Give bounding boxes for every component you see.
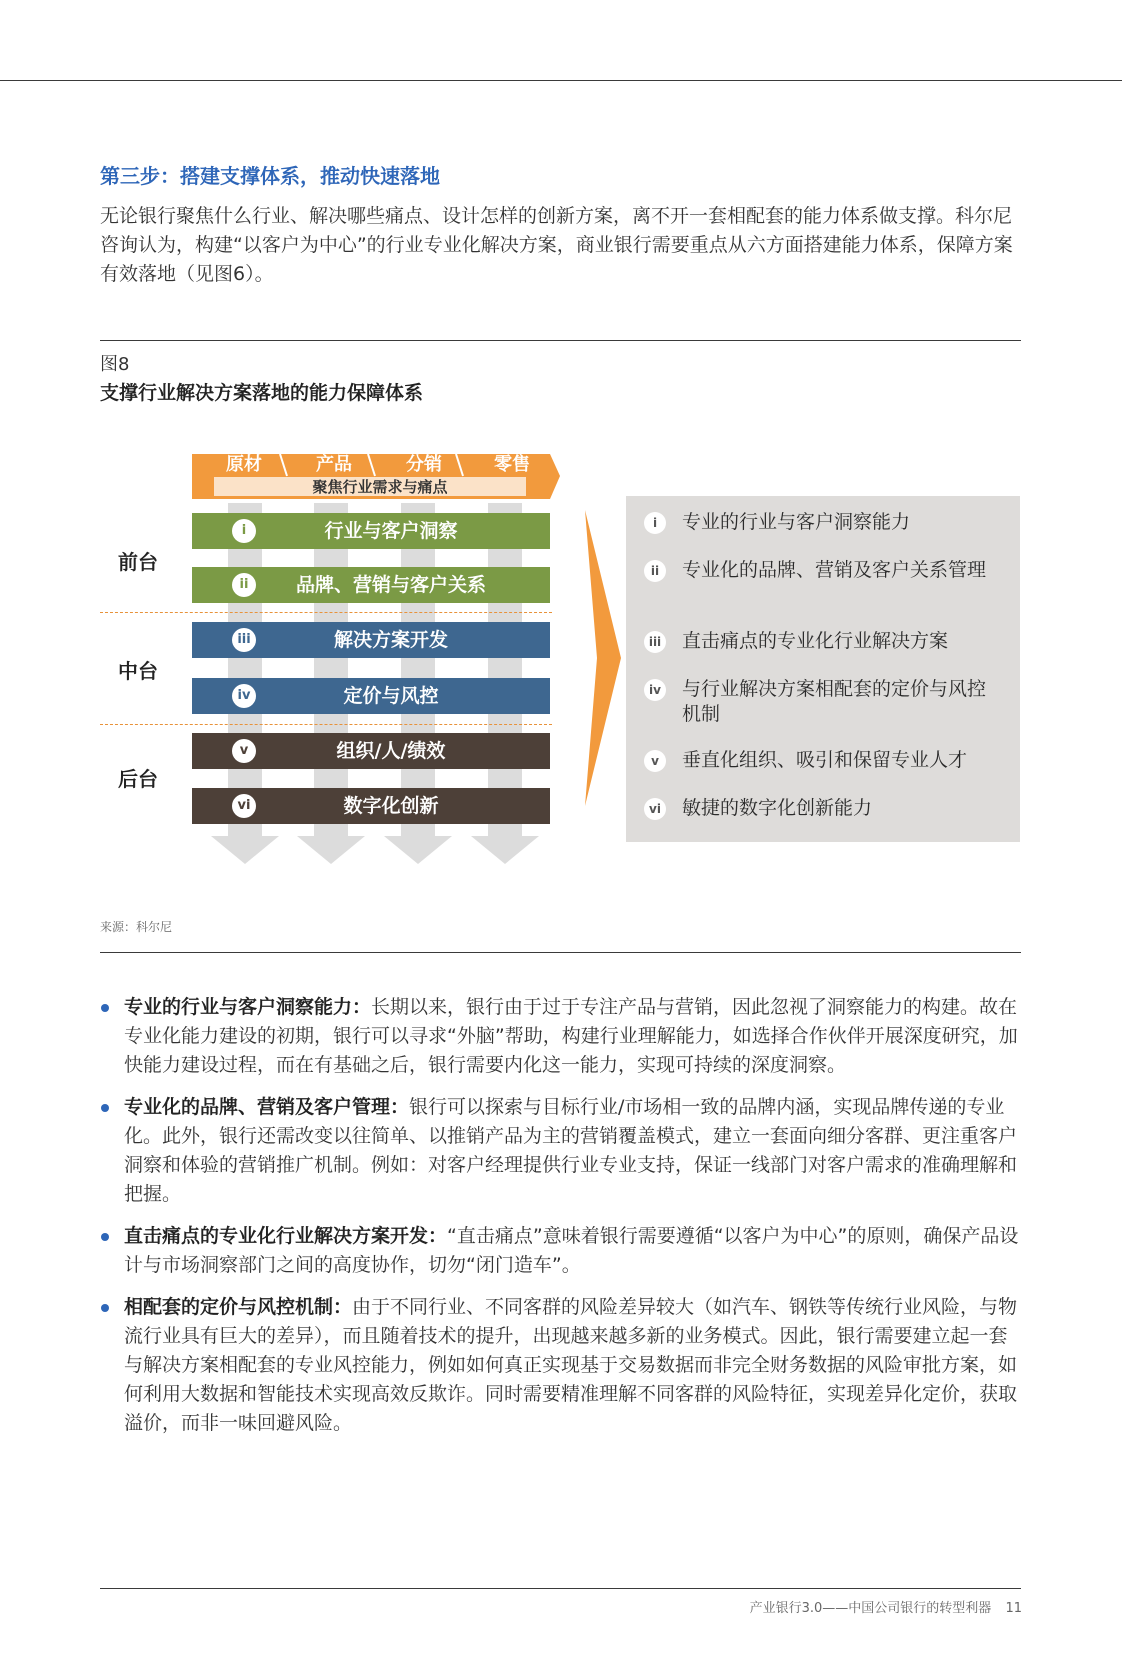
bullet-icon <box>101 1304 109 1312</box>
footer-rule <box>100 1588 1021 1589</box>
figure-number: 图8 <box>100 354 130 375</box>
list-item <box>100 1222 1021 1280</box>
roman-numeral-badge: iii <box>644 631 666 653</box>
figure-title: 支撑行业解决方案落地的能力保障体系 <box>100 382 424 404</box>
down-arrow-head <box>297 836 365 864</box>
roman-numeral-badge: vi <box>644 798 666 820</box>
chain-stage-label: 零售 <box>494 454 530 475</box>
figure-source: 来源：科尔尼 <box>100 920 173 934</box>
list-item <box>100 1293 1021 1438</box>
bullet-icon <box>101 1233 109 1241</box>
figure-top-rule <box>100 340 1021 341</box>
chain-stage-label: 原材 <box>226 454 262 475</box>
down-arrow-head <box>384 836 452 864</box>
bullet-title: 相配套的定价与风控机制： <box>124 1296 353 1318</box>
figure-bottom-rule <box>100 952 1021 953</box>
capability-bar-label: 定价与风控 <box>343 685 439 707</box>
capability-text: 与行业解决方案相配套的定价与风控机制 <box>682 678 987 725</box>
tier-front: 前台 <box>118 550 158 574</box>
down-arrow-shaft <box>401 503 435 836</box>
down-arrow-head <box>471 836 539 864</box>
down-arrow-shaft <box>314 503 348 836</box>
capability-bar <box>192 513 550 549</box>
capability-bar-label: 组织/人/绩效 <box>336 740 446 762</box>
tier-divider <box>100 724 552 725</box>
capability-bar-label: 解决方案开发 <box>333 629 448 651</box>
capability-bar-label: 品牌、营销与客户关系 <box>295 574 486 596</box>
capability-bar <box>192 788 550 824</box>
capability-bar <box>192 678 550 714</box>
roman-numeral-badge: ii <box>644 560 666 582</box>
capability-text: 直击痛点的专业化行业解决方案 <box>682 630 949 652</box>
roman-numeral-badge: iii <box>232 628 256 652</box>
bullet-icon <box>101 1104 109 1112</box>
bullet-text: 由于不同行业、不同客群的风险差异较大（如汽车、钢铁等传统行业风险，与物流行业具有巨大的差异），而且随着技术的提升，出现越来越多新的业务模式。因此，银行需要建立起一套与解决方案相配套的专业风控能力，例如如何真正实现基于交易数据而非完全财务数据的风险审批方案，如何利用大数据和智能技术实现高效反欺诈。同时需要精准理解不同客群的风险特征，实现差异化定价，获取溢价，而非一味回避风险。 <box>124 1296 1018 1434</box>
bullet-title: 直击痛点的专业化行业解决方案开发： <box>124 1225 448 1247</box>
capability-bar <box>192 622 550 658</box>
down-arrow-head <box>211 836 279 864</box>
list-item <box>100 993 1021 1080</box>
capability-panel <box>626 496 1020 842</box>
tier-middle: 中台 <box>118 659 158 683</box>
capability-bar <box>192 733 550 769</box>
down-arrow-shaft <box>228 503 262 836</box>
bullet-list <box>100 993 1021 1451</box>
roman-numeral-badge: v <box>644 750 666 772</box>
capability-text: 专业的行业与客户洞察能力 <box>682 511 911 533</box>
list-item <box>100 1093 1021 1209</box>
bullet-title: 专业化的品牌、营销及客户管理： <box>124 1096 410 1118</box>
page-footer <box>750 1597 1022 1616</box>
capability-text: 专业化的品牌、营销及客户关系管理 <box>682 559 987 581</box>
bullet-title: 专业的行业与客户洞察能力： <box>124 996 372 1018</box>
bullet-text: “直击痛点”意味着银行需要遵循“以客户为中心”的原则，确保产品设计与市场洞察部门之间的高度协作，切勿“闭门造车”。 <box>124 1225 1019 1276</box>
bullet-text: 长期以来，银行由于过于专注产品与营销，因此忽视了洞察能力的构建。故在专业化能力建设的初期，银行可以寻求“外脑”帮助，构建行业理解能力，如选择合作伙伴开展深度研究，加快能力建设过程，而在有基础之后，银行需要内化这一能力，实现可持续的深度洞察。 <box>124 996 1018 1076</box>
intro-paragraph: 无论银行聚焦什么行业、解决哪些痛点、设计怎样的创新方案，离不开一套相配套的能力体系做支撑。科尔尼咨询认为，构建“以客户为中心”的行业专业化解决方案，商业银行需要重点从六方面搭建能力体系，保障方案有效落地（见图6）。 <box>100 205 1013 285</box>
page-number: 11 <box>1005 1601 1022 1616</box>
focus-label: 聚焦行业需求与痛点 <box>312 478 448 496</box>
roman-numeral-badge: iv <box>232 684 256 708</box>
roman-numeral-badge: ii <box>232 573 256 597</box>
roman-numeral-badge: iv <box>644 679 666 701</box>
chain-stage-label: 分销 <box>406 454 442 475</box>
tier-back: 后台 <box>118 767 158 791</box>
top-rule <box>0 80 1122 81</box>
capability-text: 垂直化组织、吸引和保留专业人才 <box>682 749 968 771</box>
bullet-icon <box>101 1004 109 1012</box>
down-arrow-shaft <box>488 503 522 836</box>
capability-bar <box>192 567 550 603</box>
section-heading: 第三步：搭建支撑体系，推动快速落地 <box>100 164 440 188</box>
capability-bar-label: 行业与客户洞察 <box>324 520 458 542</box>
roman-numeral-badge: i <box>232 519 256 543</box>
capability-text: 敏捷的数字化创新能力 <box>682 797 873 819</box>
roman-numeral-badge: vi <box>232 794 256 818</box>
roman-numeral-badge: i <box>644 512 666 534</box>
tier-divider <box>100 612 552 613</box>
publication-title: 产业银行3.0——中国公司银行的转型利器 <box>749 1601 992 1616</box>
right-arrow-icon <box>585 510 621 806</box>
roman-numeral-badge: v <box>232 739 256 763</box>
chain-stage-label: 产品 <box>316 454 352 475</box>
capability-bar-label: 数字化创新 <box>343 795 439 817</box>
bullet-text: 银行可以探索与目标行业/市场相一致的品牌内涵，实现品牌传递的专业化。此外，银行还需改变以往简单、以推销产品为主的营销覆盖模式，建立一套面向细分客群、更注重客户洞察和体验的营销推广机制。例如：对客户经理提供行业专业支持，保证一线部门对客户需求的准确理解和把握。 <box>124 1096 1018 1205</box>
